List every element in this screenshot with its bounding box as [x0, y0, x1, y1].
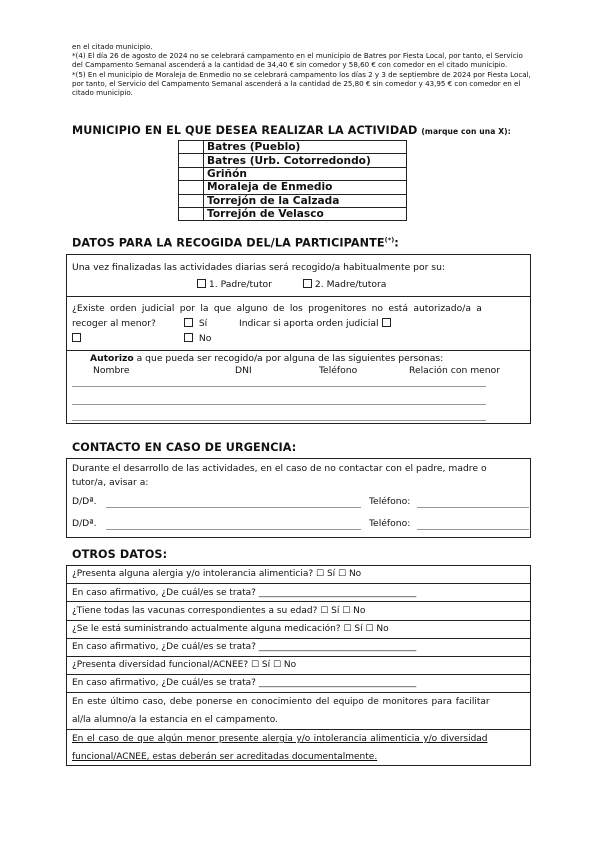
yes-label: Sí	[198, 318, 208, 329]
padre-checkbox[interactable]	[197, 279, 206, 288]
municipio-name: Torrejón de la Calzada	[204, 194, 407, 207]
judicial-blank[interactable]	[72, 333, 81, 345]
telefono-label: Teléfono:	[369, 518, 411, 529]
municipio-heading-note: (marque con una X):	[421, 127, 511, 136]
judicial-question-2: recoger al menor?	[72, 318, 156, 329]
dd-label: D/Dª.	[72, 496, 97, 507]
urgencia-heading: CONTACTO EN CASO DE URGENCIA:	[72, 441, 297, 454]
urgencia-line1: Durante el desarrollo de las actividades, en el caso de no contactar con el padre, madre o	[72, 463, 487, 474]
municipio-checkbox[interactable]	[179, 207, 204, 220]
no-checkbox[interactable]	[184, 333, 193, 342]
municipio-name: Griñón	[204, 167, 407, 180]
indicate-label: Indicar si aporta orden judicial	[239, 318, 379, 329]
municipio-name: Torrejón de Velasco	[204, 207, 407, 220]
urgencia-line2: tutor/a, avisar a:	[72, 477, 149, 488]
municipio-row[interactable]	[179, 167, 407, 180]
judicial-yes[interactable]	[184, 318, 207, 330]
contact-phone-field[interactable]	[417, 529, 529, 530]
judicial-question: ¿Existe orden judicial por la que alguno de los progenitores no está autorizado/a a	[72, 303, 482, 314]
madre-label: 2. Madre/tutora	[314, 279, 387, 290]
municipio-heading-text: MUNICIPIO EN EL QUE DESEA REALIZAR LA ACTIVIDAD	[72, 124, 418, 137]
alergia-detail[interactable]: En caso afirmativo, ¿De cuál/es se trata? ___________________________________	[72, 588, 417, 598]
vacunas-question[interactable]: ¿Tiene todas las vacunas correspondientes a su edad? ☐ Sí ☐ No	[72, 606, 366, 616]
contact-name-field[interactable]	[106, 529, 361, 530]
divider	[66, 729, 531, 730]
dd-label: D/Dª.	[72, 518, 97, 529]
municipio-name: Batres (Pueblo)	[204, 141, 407, 154]
person-line[interactable]	[72, 420, 486, 421]
note-line: en el citado municipio.	[72, 42, 153, 51]
footnotes	[72, 42, 532, 97]
option-madre[interactable]	[303, 279, 386, 291]
diversidad-note-1: En este último caso, debe ponerse en conocimiento del equipo de monitores para facilitar	[72, 697, 490, 707]
divider	[66, 656, 531, 657]
municipio-row[interactable]	[179, 207, 407, 220]
medicacion-question[interactable]: ¿Se le está suministrando actualmente alguna medicación? ☐ Sí ☐ No	[72, 624, 389, 634]
recogida-heading	[72, 236, 399, 250]
municipio-checkbox[interactable]	[179, 181, 204, 194]
municipio-row[interactable]	[179, 181, 407, 194]
recogida-heading-colon: :	[394, 236, 399, 250]
otros-heading: OTROS DATOS:	[72, 548, 168, 561]
municipio-row[interactable]	[179, 154, 407, 167]
recogida-intro: Una vez finalizadas las actividades diarias será recogido/a habitualmente por su:	[72, 262, 445, 273]
padre-label: 1. Padre/tutor	[208, 279, 272, 290]
note-4: *(4) El día 26 de agosto de 2024 no se celebrará campamento en el municipio de Batres por Fiesta Local, por tanto, el Servicio del Campamento Semanal ascenderá a la cantidad de 34,40 € sin comedor y 58,60 € con comedor en el citado municipio.	[72, 51, 523, 70]
autorizo-rest: a que pueda ser recogido/a por alguna de las siguientes personas:	[133, 353, 444, 364]
divider	[66, 692, 531, 693]
column-nombre: Nombre	[93, 365, 130, 376]
madre-checkbox[interactable]	[303, 279, 312, 288]
municipio-checkbox[interactable]	[179, 154, 204, 167]
divider	[66, 620, 531, 621]
divider	[66, 601, 531, 602]
divider	[66, 638, 531, 639]
medicacion-detail[interactable]: En caso afirmativo, ¿De cuál/es se trata? ___________________________________	[72, 642, 417, 652]
municipio-row[interactable]	[179, 141, 407, 154]
contact-phone-field[interactable]	[417, 507, 529, 508]
municipio-table	[178, 140, 407, 221]
column-dni: DNI	[235, 365, 252, 376]
note-5: *(5) En el municipio de Moraleja de Enmedio no se celebrará campamento los días 2 y 3 de septiembre de 2024 por Fiesta Local, por tanto, el Servicio del Campamento Semanal ascenderá a la cantidad de 25,80 € sin comedor y 43,95 € con comedor en el citado municipio.	[72, 69, 531, 98]
municipio-name: Batres (Urb. Cotorredondo)	[204, 154, 407, 167]
indicate-checkbox[interactable]	[382, 318, 391, 327]
yes-checkbox[interactable]	[184, 318, 193, 327]
option-padre[interactable]	[197, 279, 272, 291]
acreditacion-note-1: En el caso de que algún menor presente alergia y/o intolerancia alimenticia y/o diversidad	[72, 734, 488, 744]
municipio-checkbox[interactable]	[179, 167, 204, 180]
judicial-no[interactable]	[184, 333, 211, 345]
person-line[interactable]	[72, 404, 486, 405]
divider	[66, 583, 531, 584]
municipio-checkbox[interactable]	[179, 141, 204, 154]
municipio-checkbox[interactable]	[179, 194, 204, 207]
divider	[66, 350, 531, 351]
municipio-row[interactable]	[179, 194, 407, 207]
recogida-heading-mark: (*)	[384, 236, 395, 244]
telefono-label: Teléfono:	[369, 496, 411, 507]
municipio-heading	[72, 124, 511, 137]
diversidad-note-2: al/la alumno/a la estancia en el campamento.	[72, 715, 278, 725]
autorizo-text	[90, 353, 443, 365]
diversidad-question[interactable]: ¿Presenta diversidad funcional/ACNEE? ☐ Sí ☐ No	[72, 660, 297, 670]
alergia-question[interactable]: ¿Presenta alguna alergia y/o intolerancia alimenticia? ☐ Sí ☐ No	[72, 569, 362, 579]
contact-name-field[interactable]	[106, 507, 361, 508]
column-telefono: Teléfono	[319, 365, 358, 376]
acreditacion-note-2: funcional/ACNEE, estas deberán ser acreditadas documentalmente.	[72, 752, 378, 762]
divider	[66, 296, 531, 297]
recogida-heading-text: DATOS PARA LA RECOGIDA DEL/LA PARTICIPANTE	[72, 236, 385, 250]
judicial-indicate[interactable]	[239, 318, 391, 330]
column-relacion: Relación con menor	[409, 365, 501, 376]
recogida-box	[66, 254, 531, 424]
blank-checkbox[interactable]	[72, 333, 81, 342]
municipio-name: Moraleja de Enmedio	[204, 181, 407, 194]
autorizo-bold: Autorizo	[90, 353, 134, 364]
diversidad-detail[interactable]: En caso afirmativo, ¿De cuál/es se trata? ___________________________________	[72, 678, 417, 688]
divider	[66, 674, 531, 675]
person-line[interactable]	[72, 386, 486, 387]
no-label: No	[198, 333, 212, 344]
